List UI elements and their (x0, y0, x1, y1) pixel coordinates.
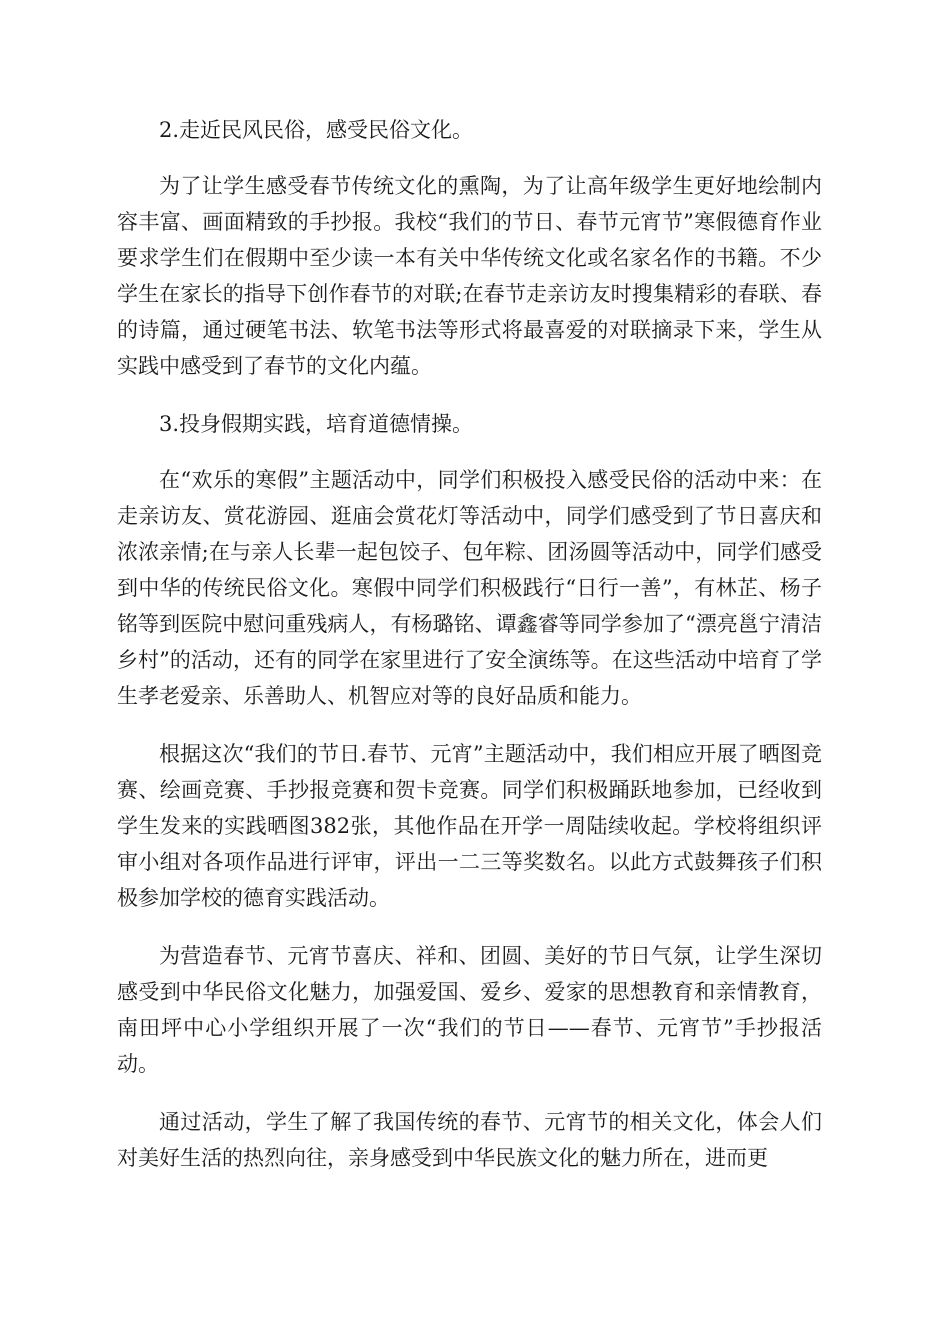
section-3-body: 在“欢乐的寒假”主题活动中，同学们积极投入感受民俗的活动中来：在走亲访友、赏花游园、逛庙会赏花灯等活动中，同学们感受到了节日喜庆和浓浓亲情;在与亲人长辈一起包饺子、包年粽、团汤圆等活动中，同学们感受到中华的传统民俗文化。寒假中同学们积极践行“日行一善”，有林芷、杨子铭等到医院中慰问重残病人，有杨璐铭、谭鑫睿等同学参加了“漂亮邕宁清洁乡村”的活动，还有的同学在家里进行了安全演练等。在这些活动中培育了学生孝老爱亲、乐善助人、机智应对等的良好品质和能力。 (117, 468, 822, 708)
closing-paragraph: 通过活动，学生了解了我国传统的春节、元宵节的相关文化，体会人们对美好生活的热烈向往，亲身感受到中华民族文化的魅力所在，进而更 (117, 1110, 822, 1170)
section-2-heading: 2.走近民风民俗，感受民俗文化。 (159, 118, 474, 142)
competition-paragraph: 根据这次“我们的节日.春节、元宵”主题活动中，我们相应开展了晒图竞赛、绘画竞赛、手抄报竞赛和贺卡竞赛。同学们积极踊跃地参加，已经收到学生发来的实践晒图382张，其他作品在开学一周陆续收起。学校将组织评审小组对各项作品进行评审，评出一二三等奖数名。以此方式鼓舞孩子们积极参加学校的德育实践活动。 (117, 742, 822, 910)
section-3-heading: 3.投身假期实践，培育道德情操。 (159, 412, 474, 436)
section-2-body: 为了让学生感受春节传统文化的熏陶，为了让高年级学生更好地绘制内容丰富、画面精致的手抄报。我校“我们的节日、春节元宵节”寒假德育作业要求学生们在假期中至少读一本有关中华传统文化或名家名作的书籍。不少学生在家长的指导下创作春节的对联;在春节走亲访友时搜集精彩的春联、春的诗篇，通过硬笔书法、软笔书法等形式将最喜爱的对联摘录下来，学生从实践中感受到了春节的文化内蕴。 (117, 174, 822, 378)
handcopy-paragraph: 为营造春节、元宵节喜庆、祥和、团圆、美好的节日气氛，让学生深切感受到中华民俗文化魅力，加强爱国、爱乡、爱家的思想教育和亲情教育，南田坪中心小学组织开展了一次“我们的节日——春节、元宵节”手抄报活动。 (117, 944, 822, 1076)
